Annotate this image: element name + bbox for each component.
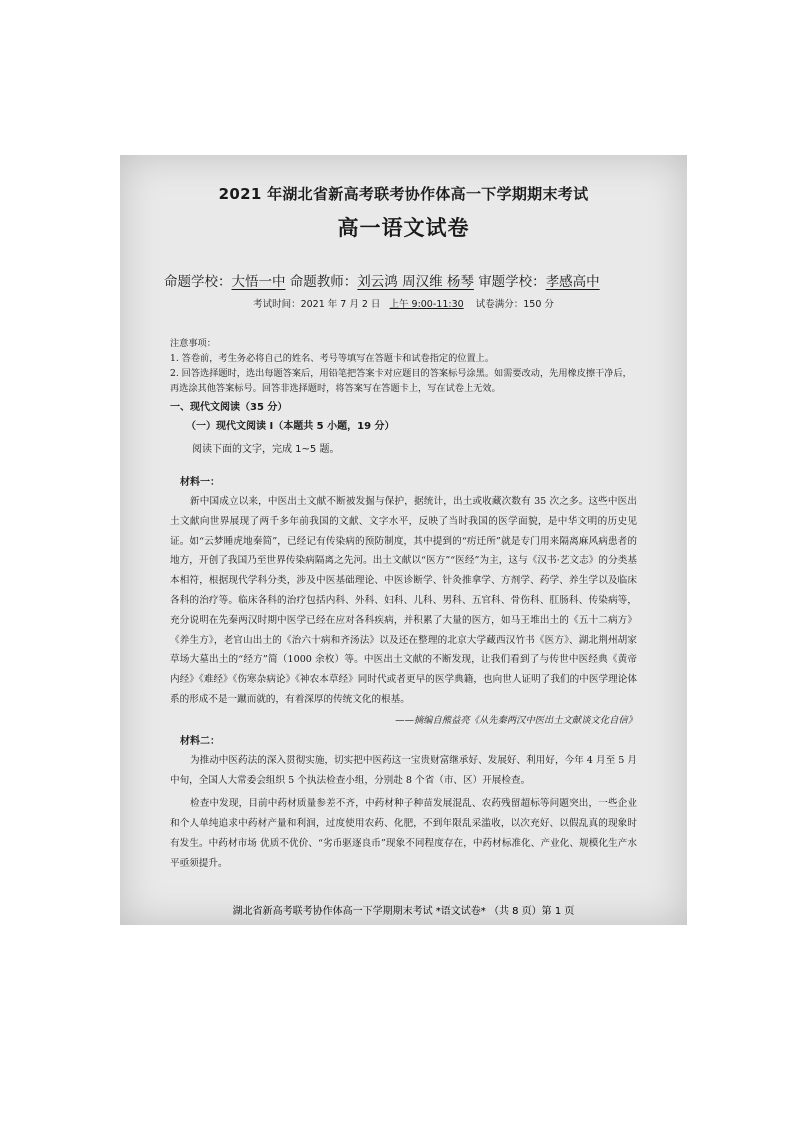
notice-heading: 注意事项：	[170, 338, 216, 349]
section-title: 一、现代文阅读（35 分）	[170, 402, 288, 413]
school-label: 命题学校：	[164, 274, 232, 290]
material-2-para-1: 为推动中医药法的深入贯彻实施，切实把中医药这一宝贵财富继承好、发展好、利用好，今年 4 月至 5 月中旬，全国人大常委会组织 5 个执法检查小组，分别赴 8 个省（市、区）开展检查。	[170, 754, 637, 786]
notice-block	[170, 336, 637, 396]
exam-score: 试卷满分：150 分	[475, 299, 554, 310]
author-line	[164, 270, 637, 290]
exam-slot: 上午 9:00-11:30	[389, 299, 464, 310]
notice-item: 1. 答卷前，考生务必将自己的姓名、考号等填写在答题卡和试卷指定的位置上。	[170, 353, 495, 364]
school-name: 大悟一中	[231, 274, 286, 290]
exam-date: 考试时间：2021 年 7 月 2 日	[253, 299, 381, 310]
exam-paper	[120, 155, 687, 925]
material-2-label: 材料二：	[180, 735, 220, 747]
teacher-names: 刘云鸿 周汉维 杨琴	[357, 274, 474, 290]
material-1-label: 材料一：	[180, 477, 220, 488]
exam-time-line	[170, 296, 637, 310]
material-2-para-2: 检查中发现，目前中药材质量参差不齐，中药材种子种苗发展混乱、农药残留超标等问题突出，一些企业和个人单纯追求中药材产量和利润，过度使用农药、化肥，不到年限乱采滥收，以次充好、以假乱真的现象时有发生。中药材市场 优质不优价、“劣币驱逐良币”现象不同程度存在，中药材标准化、产业化、规模化生产水平亟须提升。	[170, 798, 637, 869]
material-1-text: 新中国成立以来，中医出土文献不断被发掘与保护，据统计，出土或收藏次数有 35 次之多。这些中医出土文献向世界展现了两千多年前我国的文献、文字水平，反映了当时我国的医学面貌，是中华文明的历史见证。如“云梦睡虎地秦简”，已经记有传染病的预防制度，其中提到的“疠迁所”就是专门用来隔离麻风病患者的地方，开创了我国乃至世界传染病隔离之先河。出土文献以“医方”“医经”为主，这与《汉书·艺文志》的分类基本相符，根据现代学科分类，涉及中医基础理论、中医诊断学、针灸推拿学、方剂学、药学、养生学以及临床各科的治疗等。临床各科的治疗包括内科、外科、妇科、儿科、男科、五官科、骨伤科、肛肠科、传染病等，充分说明在先秦两汉时期中医学已经在应对各科疾病，并积累了大量的医方，如马王堆出土的《五十二病方》《养生方》，老官山出土的《治六十病和齐汤法》以及还在整理的北京大学藏西汉竹书《医方》、湖北荆州胡家草场大墓出土的“经方”简（1000 余枚）等。中医出土文献的不断发现，让我们看到了与传世中医经典《黄帝内经》《难经》《伤寒杂病论》《神农本草经》同时代或者更早的医学典籍，也向世人证明了我们的中医学理论体系的形成不是一蹴而就的，有着深厚的传统文化的根基。	[170, 496, 637, 705]
material-1-source: ——摘编自熊益亮《从先秦两汉中医出土文献谈文化自信》	[395, 714, 637, 726]
review-label: 审题学校：	[478, 274, 546, 290]
exam-subtitle: 高一语文试卷	[337, 216, 470, 240]
page-footer: 湖北省新高考联考协作体高一下学期期末考试 *语文试卷* （共 8 页）第 1 页	[232, 906, 575, 917]
subsection-title: （一）现代文阅读 I（本题共 5 小题，19 分）	[186, 421, 395, 432]
exam-title: 2021 年湖北省新高考联考协作体高一下学期期末考试	[218, 185, 589, 203]
reading-instruction: 阅读下面的文字，完成 1~5 题。	[192, 444, 340, 455]
review-school: 孝感高中	[545, 274, 600, 290]
teacher-label: 命题教师：	[289, 274, 358, 290]
paper-content	[164, 177, 637, 874]
notice-item: 2. 回答选择题时，选出每题答案后，用铅笔把答案卡对应题目的答案标号涂黑。如需要改动，先用橡皮擦干净后，再选涂其他答案标号。回答非选择题时，将答案写在答题卡上，写在试卷上无效。	[170, 368, 632, 394]
